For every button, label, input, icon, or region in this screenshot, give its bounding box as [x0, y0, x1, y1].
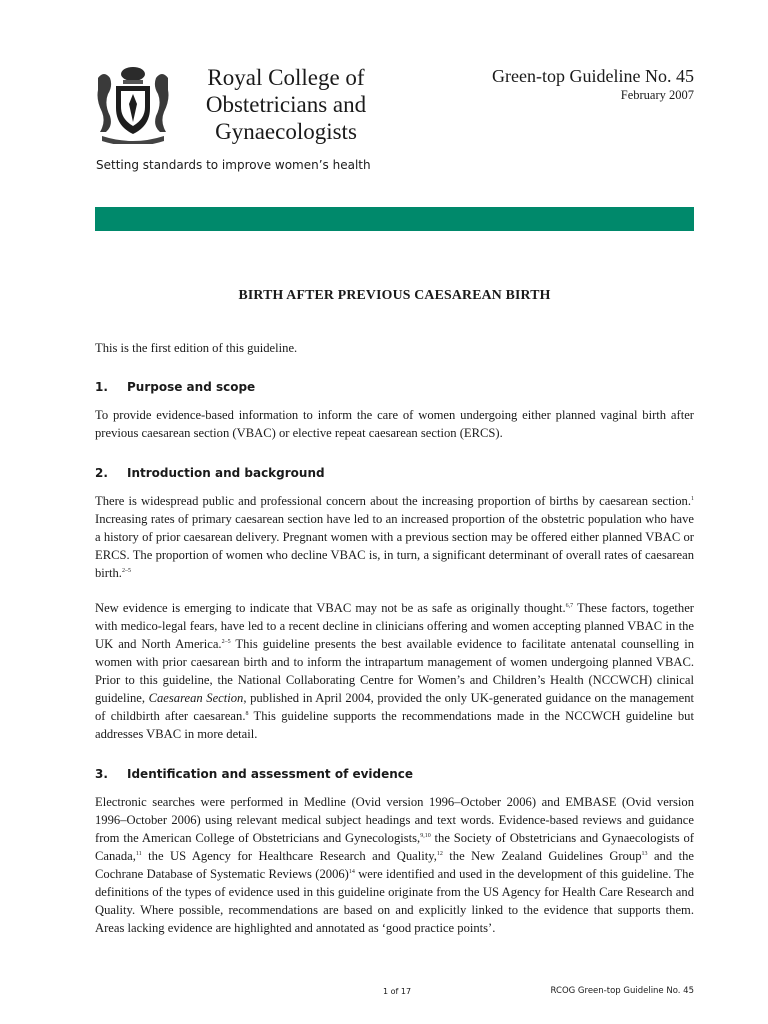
page-number: 1 of 17 — [383, 987, 412, 996]
section-title: Identification and assessment of evidence — [127, 767, 414, 781]
reference-superscript: 6,7 — [565, 603, 574, 609]
introduction-paragraph-1: There is widespread public and professional concern about the increasing proportion of births by caesarean section.$^1$ Increasing rates of primary caesarean section have led to an increased proportion of the obstetric population who have a history of prior caesarean delivery. Pregnant women with a previous section may be offered either planned VBAC or ERCS. The proportion of women who decline VBAC is, in turn, a significant determinant of overall rates of caesarean birth.$^{2-5}$ — [95, 494, 694, 580]
reference-superscript: 2–5 — [121, 568, 131, 574]
reference-superscript: 11 — [135, 851, 142, 857]
org-name-line-3: Gynaecologists — [215, 119, 357, 144]
purpose-paragraph: To provide evidence-based information to inform the care of women undergoing either planned vaginal birth after previous caesarean section (VBAC) or elective repeat caesarean section (ERCS). — [95, 408, 694, 440]
document-body — [95, 339, 694, 937]
reference-superscript: 12 — [436, 851, 443, 857]
section-number: 1. — [95, 380, 108, 394]
section-heading-evidence — [95, 767, 694, 781]
reference-superscript: 14 — [348, 869, 355, 875]
document-title: BIRTH AFTER PREVIOUS CAESAREAN BIRTH — [238, 287, 551, 302]
guideline-number: Green-top Guideline No. 45 — [492, 66, 694, 86]
section-heading-purpose — [95, 380, 694, 394]
org-name-line-2: Obstetricians and — [205, 92, 367, 117]
section-title: Purpose and scope — [127, 380, 256, 394]
evidence-paragraph: Electronic searches were performed in Medline (Ovid version 1996–October 2006) and EMBASE (Ovid version 1996–October 2006) using relevant medical subject headings and text words. Evidence-based reviews and guidance from the American College of Obstetricians and Gynecologists,$^{9,10}$ the Society of Obstetricians and Gynaecologists of Canada,$^{11}$ the US Agency for Healthcare Research and Quality,$^{12}$ the New Zealand Guidelines Group$^{13}$ and the Cochrane Database of Systematic Reviews $(2006)^{14}$ were identified and used in the development of this guideline. The definitions of the types of evidence used in this guideline originate from the US Agency for Health Care Research and Quality. Where possible, recommendations are based on and explicitly linked to the evidence that supports them. Areas lacking evidence are highlighted and annotated as ‘good practice points’. — [95, 795, 694, 935]
org-name-line-1: Royal College of — [207, 65, 365, 90]
reference-superscript: 1 — [691, 496, 694, 502]
intro-paragraph: This is the first edition of this guideline. — [95, 341, 298, 355]
publication-title: Caesarean Section — [148, 691, 244, 705]
section-number: 2. — [95, 466, 108, 480]
section-title: Introduction and background — [127, 466, 325, 480]
reference-superscript: 8 — [245, 711, 249, 717]
footer-guideline-label: RCOG Green-top Guideline No. 45 — [550, 986, 694, 996]
organization-name — [186, 64, 386, 145]
header-color-bar — [95, 207, 694, 231]
introduction-paragraph-2: New evidence is emerging to indicate that VBAC may not be as safe as originally thought.$^{6,7}$ These factors, together with medico-legal fears, have led to a recent decline in clinicians offering and women accepting planned VBAC in the UK and North America.$^{2-5}$ This guideline presents the best available evidence to facilitate antenatal counselling in women with prior caesarean birth and to inform the intrapartum management of women undergoing planned VBAC. Prior to this guideline, the National Collaborating Centre for Women’s and Children’s Health (NCCWCH) clinical guideline, Caesarean Section, published in April 2004, provided the only UK-generated guidance on the management of childbirth after caesarean.$^8$ This guideline supports the recommendations made in the NCCWCH guideline but addresses VBAC in more detail. — [95, 601, 694, 741]
guideline-date: February 2007 — [620, 88, 694, 102]
section-number: 3. — [95, 767, 108, 781]
section-heading-introduction — [95, 466, 694, 480]
reference-superscript: 2–5 — [221, 639, 231, 645]
tagline: Setting standards to improve women’s health — [96, 158, 371, 172]
reference-superscript: 13 — [641, 851, 648, 857]
reference-superscript: 9,10 — [420, 833, 431, 839]
rcog-crest-logo — [94, 64, 172, 144]
